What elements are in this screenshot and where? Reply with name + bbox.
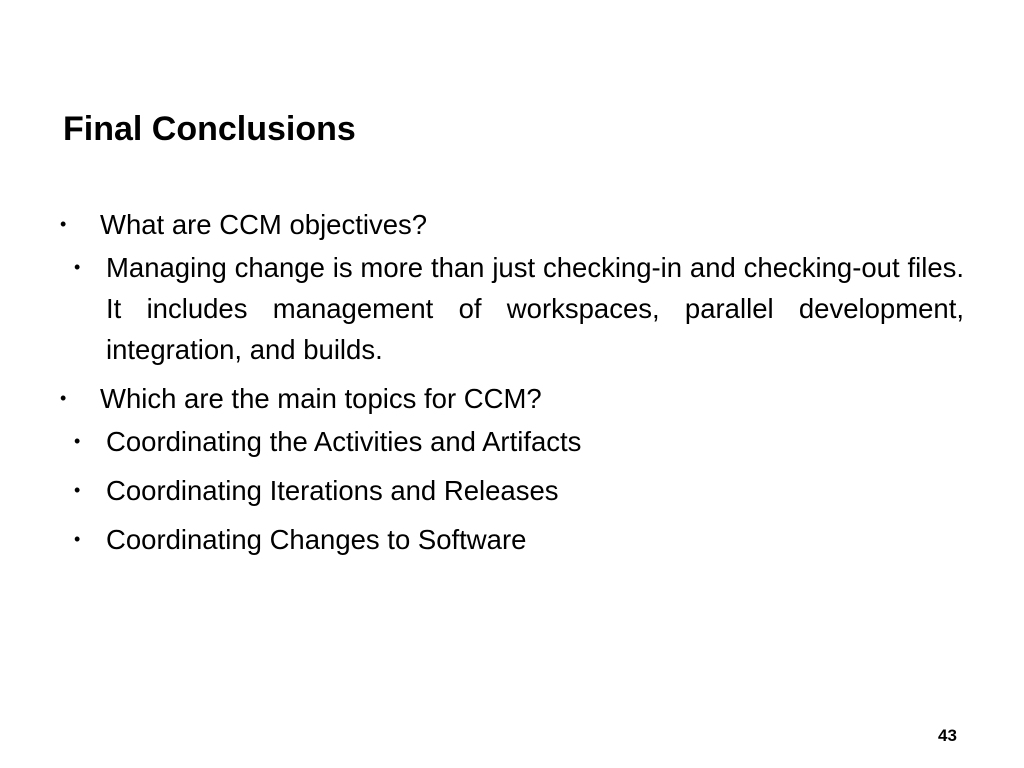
sub-bullet-text: Coordinating the Activities and Artifacts <box>106 426 582 457</box>
sub-bullet-text: Coordinating Iterations and Releases <box>106 475 559 506</box>
bullet-list <box>60 204 964 568</box>
bullet-icon: • <box>74 529 81 549</box>
bullet-icon: • <box>60 214 67 234</box>
bullet-icon: • <box>74 431 81 451</box>
sub-bullet-item <box>60 421 964 462</box>
bullet-text: What are CCM objectives? <box>100 209 428 240</box>
bullet-icon: • <box>74 480 81 500</box>
sub-bullet-text: Coordinating Changes to Software <box>106 524 527 555</box>
sub-bullet-text: Managing change is more than just checking-in and checking-out files. It includes management of workspaces, parallel development, integration, and builds. <box>106 252 964 365</box>
bullet-icon: • <box>60 388 67 408</box>
bullet-text: Which are the main topics for CCM? <box>100 383 542 414</box>
sub-bullet-list <box>60 247 964 370</box>
bullet-item <box>60 378 964 560</box>
page-number: 43 <box>938 726 957 745</box>
bullet-icon: • <box>74 257 81 277</box>
bullet-item <box>60 204 964 370</box>
sub-bullet-item <box>60 247 964 370</box>
slide-title: Final Conclusions <box>63 110 356 148</box>
sub-bullet-list <box>60 421 964 560</box>
sub-bullet-item <box>60 470 964 511</box>
sub-bullet-item <box>60 519 964 560</box>
